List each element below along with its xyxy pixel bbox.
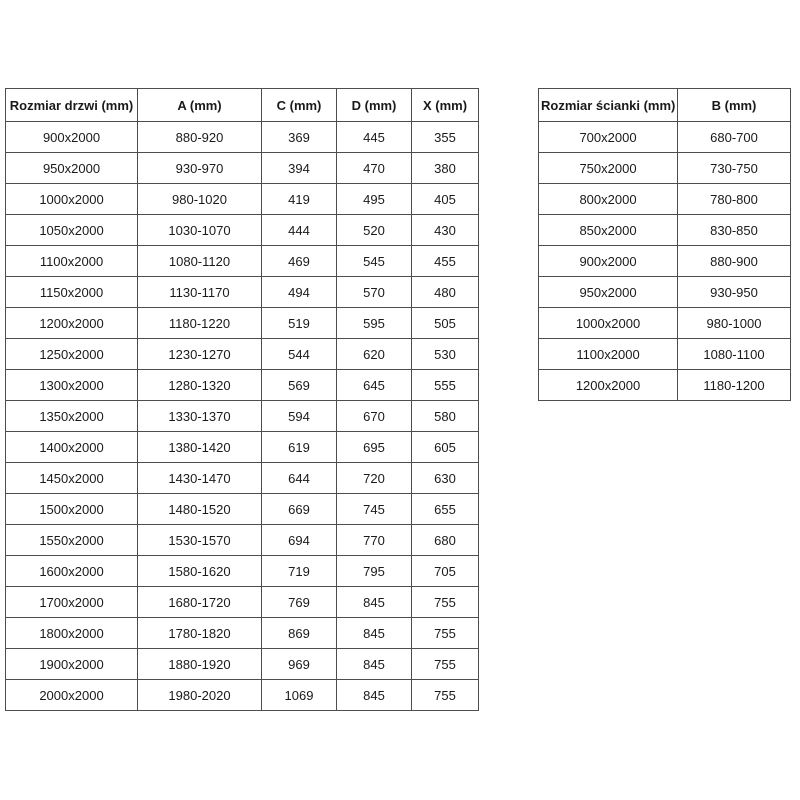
table-cell: 700x2000 bbox=[539, 122, 678, 153]
wall-table-header-row bbox=[539, 89, 791, 122]
table-cell: 430 bbox=[412, 215, 479, 246]
table-cell: 780-800 bbox=[678, 184, 791, 215]
table-cell: 1130-1170 bbox=[138, 277, 262, 308]
table-cell: 495 bbox=[337, 184, 412, 215]
table-cell: 444 bbox=[262, 215, 337, 246]
table-cell: 1430-1470 bbox=[138, 463, 262, 494]
table-cell: 595 bbox=[337, 308, 412, 339]
table-cell: 755 bbox=[412, 680, 479, 711]
table-cell: 1150x2000 bbox=[6, 277, 138, 308]
table-cell: 869 bbox=[262, 618, 337, 649]
table-row bbox=[6, 556, 479, 587]
table-cell: 1080-1100 bbox=[678, 339, 791, 370]
table-cell: 580 bbox=[412, 401, 479, 432]
table-cell: 1069 bbox=[262, 680, 337, 711]
table-cell: 1100x2000 bbox=[539, 339, 678, 370]
table-row bbox=[539, 339, 791, 370]
table-cell: 1600x2000 bbox=[6, 556, 138, 587]
table-cell: 469 bbox=[262, 246, 337, 277]
table-row bbox=[539, 153, 791, 184]
table-cell: 445 bbox=[337, 122, 412, 153]
table-cell: 705 bbox=[412, 556, 479, 587]
table-cell: 594 bbox=[262, 401, 337, 432]
table-cell: 480 bbox=[412, 277, 479, 308]
table-cell: 845 bbox=[337, 649, 412, 680]
table-row bbox=[539, 246, 791, 277]
table-cell: 880-900 bbox=[678, 246, 791, 277]
table-cell: 845 bbox=[337, 618, 412, 649]
wall-size-table bbox=[538, 88, 791, 401]
table-cell: 845 bbox=[337, 680, 412, 711]
table-cell: 555 bbox=[412, 370, 479, 401]
table-cell: 880-920 bbox=[138, 122, 262, 153]
table-cell: 1780-1820 bbox=[138, 618, 262, 649]
table-row bbox=[6, 246, 479, 277]
table-cell: 670 bbox=[337, 401, 412, 432]
table-cell: 1230-1270 bbox=[138, 339, 262, 370]
table-cell: 630 bbox=[412, 463, 479, 494]
table-cell: 1000x2000 bbox=[539, 308, 678, 339]
table-cell: 355 bbox=[412, 122, 479, 153]
table-cell: 1180-1220 bbox=[138, 308, 262, 339]
table-row bbox=[6, 587, 479, 618]
table-cell: 470 bbox=[337, 153, 412, 184]
table-cell: 1050x2000 bbox=[6, 215, 138, 246]
table-cell: 755 bbox=[412, 649, 479, 680]
table-cell: 950x2000 bbox=[6, 153, 138, 184]
column-header: D (mm) bbox=[337, 89, 412, 122]
table-cell: 830-850 bbox=[678, 215, 791, 246]
table-cell: 980-1000 bbox=[678, 308, 791, 339]
table-cell: 1300x2000 bbox=[6, 370, 138, 401]
table-cell: 520 bbox=[337, 215, 412, 246]
table-cell: 1280-1320 bbox=[138, 370, 262, 401]
table-cell: 1900x2000 bbox=[6, 649, 138, 680]
table-cell: 795 bbox=[337, 556, 412, 587]
table-row bbox=[539, 184, 791, 215]
table-row bbox=[6, 122, 479, 153]
table-cell: 1100x2000 bbox=[6, 246, 138, 277]
table-cell: 769 bbox=[262, 587, 337, 618]
table-cell: 1200x2000 bbox=[539, 370, 678, 401]
column-header: X (mm) bbox=[412, 89, 479, 122]
table-cell: 755 bbox=[412, 587, 479, 618]
table-row bbox=[6, 680, 479, 711]
table-cell: 394 bbox=[262, 153, 337, 184]
door-table-header-row bbox=[6, 89, 479, 122]
table-cell: 1030-1070 bbox=[138, 215, 262, 246]
table-cell: 530 bbox=[412, 339, 479, 370]
table-cell: 1080-1120 bbox=[138, 246, 262, 277]
table-cell: 405 bbox=[412, 184, 479, 215]
table-cell: 750x2000 bbox=[539, 153, 678, 184]
column-header: A (mm) bbox=[138, 89, 262, 122]
door-table-body bbox=[6, 122, 479, 711]
table-cell: 570 bbox=[337, 277, 412, 308]
table-cell: 519 bbox=[262, 308, 337, 339]
table-cell: 770 bbox=[337, 525, 412, 556]
table-cell: 455 bbox=[412, 246, 479, 277]
table-row bbox=[6, 432, 479, 463]
table-cell: 1450x2000 bbox=[6, 463, 138, 494]
column-header: Rozmiar drzwi (mm) bbox=[6, 89, 138, 122]
table-cell: 719 bbox=[262, 556, 337, 587]
table-row bbox=[6, 463, 479, 494]
table-row bbox=[6, 618, 479, 649]
table-cell: 1180-1200 bbox=[678, 370, 791, 401]
table-row bbox=[6, 308, 479, 339]
table-cell: 419 bbox=[262, 184, 337, 215]
table-row bbox=[539, 122, 791, 153]
table-cell: 980-1020 bbox=[138, 184, 262, 215]
table-cell: 2000x2000 bbox=[6, 680, 138, 711]
table-cell: 669 bbox=[262, 494, 337, 525]
table-cell: 930-950 bbox=[678, 277, 791, 308]
table-row bbox=[6, 184, 479, 215]
table-cell: 1480-1520 bbox=[138, 494, 262, 525]
table-cell: 680-700 bbox=[678, 122, 791, 153]
table-cell: 1800x2000 bbox=[6, 618, 138, 649]
table-cell: 720 bbox=[337, 463, 412, 494]
table-cell: 969 bbox=[262, 649, 337, 680]
table-cell: 1550x2000 bbox=[6, 525, 138, 556]
column-header: B (mm) bbox=[678, 89, 791, 122]
table-cell: 850x2000 bbox=[539, 215, 678, 246]
table-row bbox=[6, 494, 479, 525]
table-cell: 1350x2000 bbox=[6, 401, 138, 432]
table-cell: 755 bbox=[412, 618, 479, 649]
table-row bbox=[6, 649, 479, 680]
door-size-table bbox=[5, 88, 479, 711]
table-cell: 605 bbox=[412, 432, 479, 463]
table-row bbox=[6, 525, 479, 556]
table-cell: 1700x2000 bbox=[6, 587, 138, 618]
table-cell: 900x2000 bbox=[539, 246, 678, 277]
table-cell: 800x2000 bbox=[539, 184, 678, 215]
table-cell: 695 bbox=[337, 432, 412, 463]
table-cell: 380 bbox=[412, 153, 479, 184]
table-cell: 544 bbox=[262, 339, 337, 370]
table-cell: 900x2000 bbox=[6, 122, 138, 153]
table-cell: 950x2000 bbox=[539, 277, 678, 308]
table-cell: 1000x2000 bbox=[6, 184, 138, 215]
table-row bbox=[6, 401, 479, 432]
table-cell: 644 bbox=[262, 463, 337, 494]
table-cell: 619 bbox=[262, 432, 337, 463]
table-cell: 745 bbox=[337, 494, 412, 525]
table-cell: 620 bbox=[337, 339, 412, 370]
table-cell: 1580-1620 bbox=[138, 556, 262, 587]
table-row bbox=[6, 370, 479, 401]
table-row bbox=[539, 215, 791, 246]
table-cell: 694 bbox=[262, 525, 337, 556]
table-cell: 1880-1920 bbox=[138, 649, 262, 680]
table-cell: 1330-1370 bbox=[138, 401, 262, 432]
table-cell: 1500x2000 bbox=[6, 494, 138, 525]
table-cell: 730-750 bbox=[678, 153, 791, 184]
table-row bbox=[539, 277, 791, 308]
wall-table-body bbox=[539, 122, 791, 401]
table-row bbox=[539, 308, 791, 339]
table-cell: 645 bbox=[337, 370, 412, 401]
table-cell: 545 bbox=[337, 246, 412, 277]
column-header: C (mm) bbox=[262, 89, 337, 122]
table-cell: 680 bbox=[412, 525, 479, 556]
table-cell: 1380-1420 bbox=[138, 432, 262, 463]
table-cell: 569 bbox=[262, 370, 337, 401]
table-cell: 1980-2020 bbox=[138, 680, 262, 711]
column-header: Rozmiar ścianki (mm) bbox=[539, 89, 678, 122]
table-row bbox=[6, 153, 479, 184]
table-cell: 505 bbox=[412, 308, 479, 339]
table-cell: 930-970 bbox=[138, 153, 262, 184]
table-cell: 1250x2000 bbox=[6, 339, 138, 370]
table-cell: 1680-1720 bbox=[138, 587, 262, 618]
table-cell: 655 bbox=[412, 494, 479, 525]
table-cell: 1400x2000 bbox=[6, 432, 138, 463]
table-row bbox=[6, 339, 479, 370]
table-row bbox=[6, 215, 479, 246]
table-cell: 1200x2000 bbox=[6, 308, 138, 339]
table-cell: 494 bbox=[262, 277, 337, 308]
table-row bbox=[539, 370, 791, 401]
table-cell: 845 bbox=[337, 587, 412, 618]
table-row bbox=[6, 277, 479, 308]
table-cell: 369 bbox=[262, 122, 337, 153]
table-cell: 1530-1570 bbox=[138, 525, 262, 556]
